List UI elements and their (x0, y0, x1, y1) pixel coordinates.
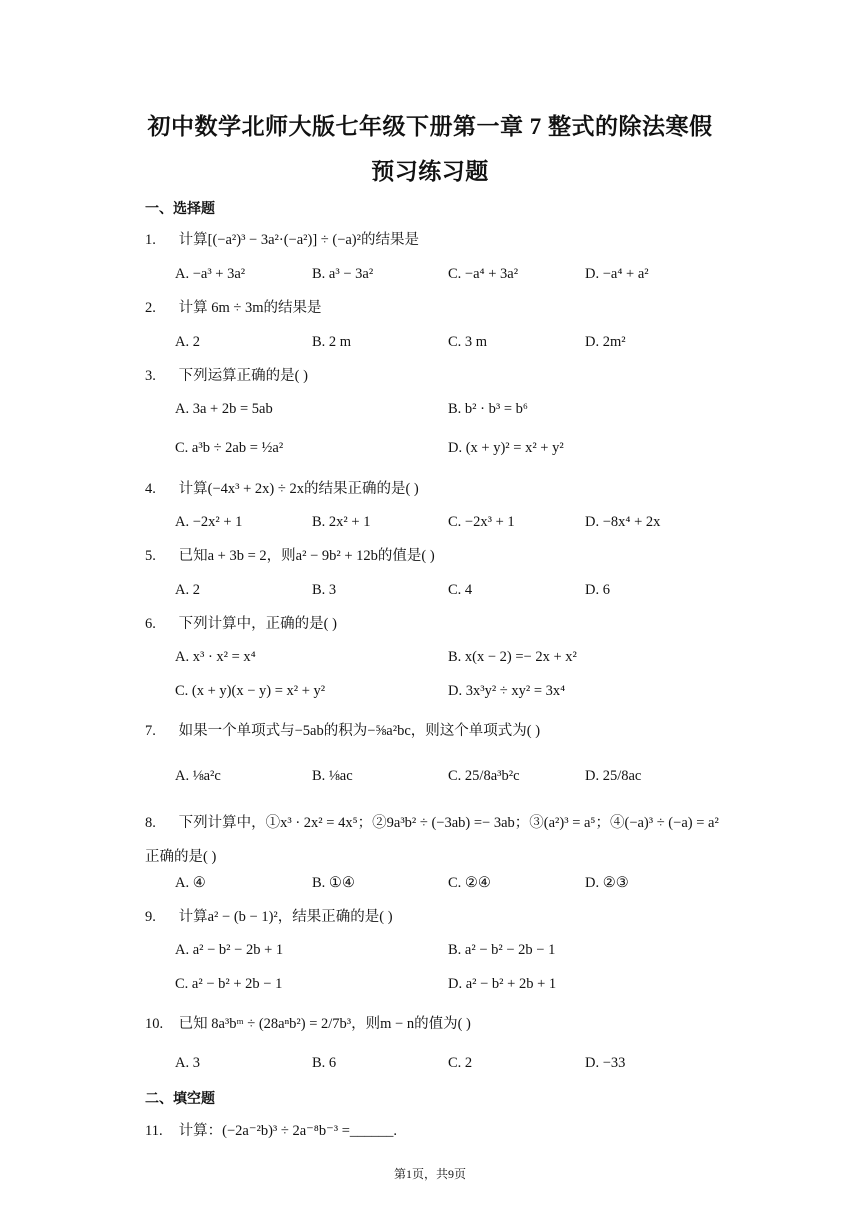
option-d: D. −a⁴ + a² (585, 266, 649, 282)
option-c: C. ②④ (448, 875, 491, 891)
question-number: 9. (145, 909, 156, 925)
option-b: B. a³ − 3a² (312, 266, 374, 282)
option-d: D. a² − b² + 2b + 1 (448, 976, 557, 992)
question-5 (145, 547, 725, 565)
question-text: 已知 8a³bᵐ ÷ (28aⁿb²) = 2/7b³，则m − n的值为( ) (178, 1016, 471, 1032)
question-number: 4. (145, 481, 156, 497)
question-text: 下列计算中，正确的是( ) (178, 616, 337, 632)
question-text: 计算[(−a²)³ − 3a²·(−a²)] ÷ (−a)²的结果是 (178, 232, 419, 248)
option-c: C. (x + y)(x − y) = x² + y² (175, 683, 326, 699)
question-9 (145, 908, 725, 926)
option-c: C. 4 (448, 582, 473, 598)
option-c: C. 25/8a³b²c (448, 768, 520, 784)
option-a: A. 2 (175, 334, 200, 350)
question-number: 11. (145, 1123, 163, 1139)
question-8 (145, 806, 720, 874)
option-d: D. ②③ (585, 875, 629, 891)
question-text: 下列计算中，①x³ · 2x² = 4x⁵；②9a³b² ÷ (−3ab) =− 3ab；③(a²)³ = a⁵；④(−a)³ ÷ (−a) = a²正确的是( ) (145, 815, 719, 865)
option-d: D. 25/8ac (585, 768, 642, 784)
option-a: A. x³ · x² = x⁴ (175, 649, 256, 665)
document-title-line1: 初中数学北师大版七年级下册第一章 7 整式的除法寒假 (147, 114, 713, 139)
question-number: 8. (145, 815, 156, 831)
option-b: B. ①④ (312, 875, 355, 891)
section-heading-fill: 二、填空题 (145, 1091, 215, 1107)
option-d: D. 6 (585, 582, 610, 598)
option-b: B. 2x² + 1 (312, 514, 371, 530)
option-a: A. a² − b² − 2b + 1 (175, 942, 284, 958)
option-a: A. ④ (175, 875, 206, 891)
option-c: C. 3 m (448, 334, 488, 350)
question-number: 2. (145, 300, 156, 316)
question-number: 5. (145, 548, 156, 564)
option-c: C. 2 (448, 1055, 473, 1071)
question-text: 已知a + 3b = 2，则a² − 9b² + 12b的值是( ) (178, 548, 435, 564)
document-title-line2: 预习练习题 (371, 159, 489, 184)
question-11 (145, 1122, 725, 1140)
option-c: C. a³b ÷ 2ab = ½a² (175, 440, 284, 456)
question-number: 6. (145, 616, 156, 632)
question-text: 计算(−4x³ + 2x) ÷ 2x的结果正确的是( ) (178, 481, 419, 497)
question-text: 如果一个单项式与−5ab的积为−⅝a²bc，则这个单项式为( ) (178, 723, 541, 739)
option-b: B. ⅛ac (312, 768, 353, 784)
option-d: D. −8x⁴ + 2x (585, 514, 661, 530)
page-footer: 第1页，共9页 (393, 1167, 466, 1181)
question-3 (145, 367, 725, 385)
question-number: 10. (145, 1016, 164, 1032)
question-6 (145, 615, 725, 633)
option-b: B. b² · b³ = b⁶ (448, 401, 528, 417)
option-b: B. a² − b² − 2b − 1 (448, 942, 556, 958)
question-1 (145, 231, 725, 249)
option-a: A. 3a + 2b = 5ab (175, 401, 273, 417)
option-a: A. 3 (175, 1055, 200, 1071)
option-a: A. −a³ + 3a² (175, 266, 246, 282)
option-a: A. ⅛a²c (175, 768, 221, 784)
option-c: C. −2x³ + 1 (448, 514, 515, 530)
question-text: 下列运算正确的是( ) (178, 368, 308, 384)
option-d: D. −33 (585, 1055, 626, 1071)
question-number: 1. (145, 232, 156, 248)
option-d: D. (x + y)² = x² + y² (448, 440, 564, 456)
question-number: 3. (145, 368, 156, 384)
question-number: 7. (145, 723, 156, 739)
option-b: B. 3 (312, 582, 337, 598)
option-c: C. a² − b² + 2b − 1 (175, 976, 283, 992)
option-a: A. −2x² + 1 (175, 514, 243, 530)
question-text: 计算a² − (b − 1)²，结果正确的是( ) (178, 909, 393, 925)
question-7 (145, 722, 725, 740)
option-b: B. 6 (312, 1055, 337, 1071)
question-text: 计算：(−2a⁻²b)³ ÷ 2a⁻⁸b⁻³ =______. (178, 1123, 398, 1139)
option-b: B. 2 m (312, 334, 352, 350)
option-d: D. 3x³y² ÷ xy² = 3x⁴ (448, 683, 566, 699)
question-2 (145, 299, 725, 317)
section-heading-choice: 一、选择题 (145, 201, 215, 217)
question-10 (145, 1015, 725, 1033)
option-c: C. −a⁴ + 3a² (448, 266, 519, 282)
question-text: 计算 6m ÷ 3m的结果是 (178, 300, 322, 316)
option-d: D. 2m² (585, 334, 626, 350)
option-b: B. x(x − 2) =− 2x + x² (448, 649, 577, 665)
question-4 (145, 480, 725, 498)
option-a: A. 2 (175, 582, 200, 598)
